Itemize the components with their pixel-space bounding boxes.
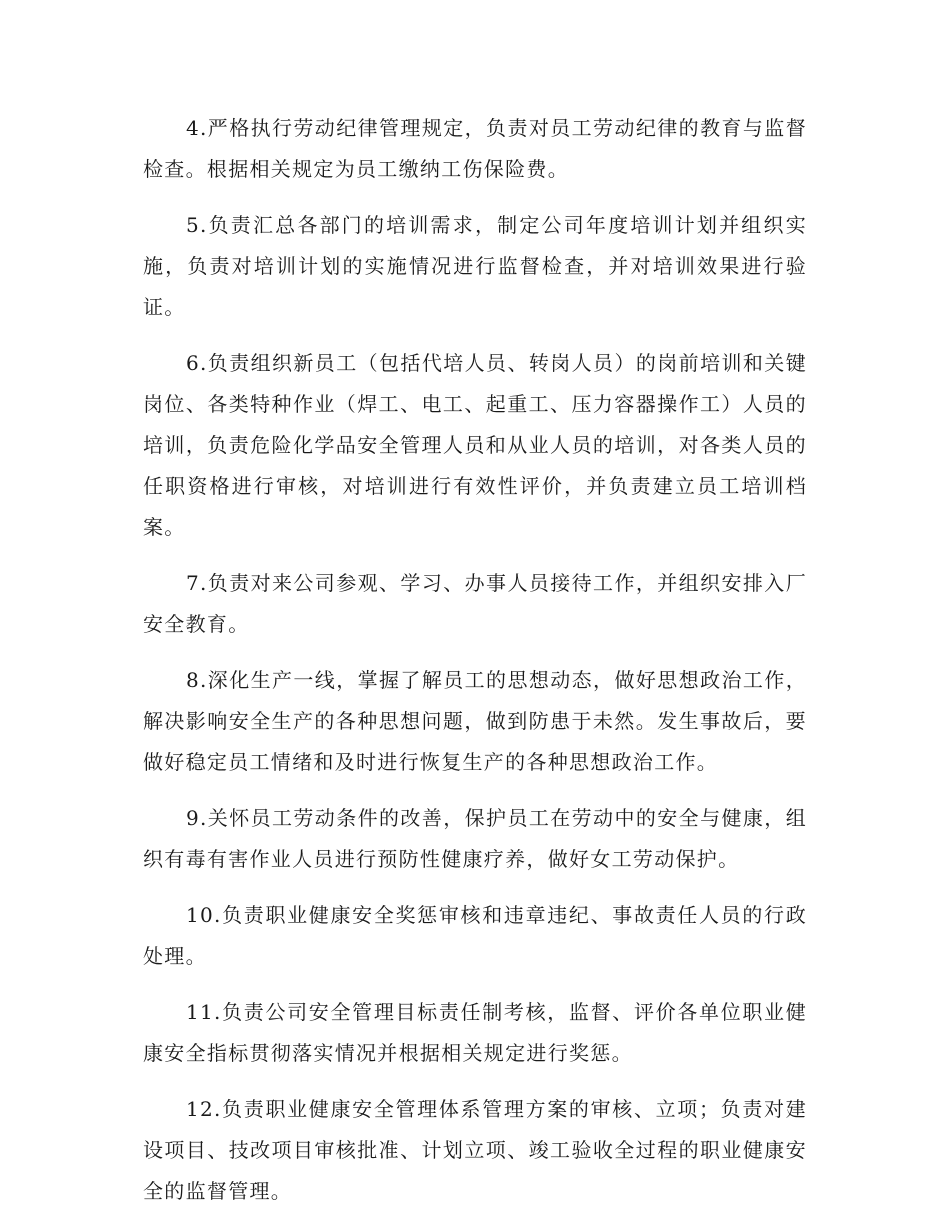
- paragraph-item-8: 8.深化生产一线，掌握了解员工的思想动态，做好思想政治工作，解决影响安全生产的各种思想问题，做到防患于未然。发生事故后，要做好稳定员工情绪和及时进行恢复生产的各种思想政治工作。: [143, 668, 807, 774]
- paragraph-item-10: 10.负责职业健康安全奖惩审核和违章违纪、事故责任人员的行政处理。: [143, 903, 807, 968]
- paragraph-item-5: 5.负责汇总各部门的培训需求，制定公司年度培训计划并组织实施，负责对培训计划的实施情况进行监督检查，并对培训效果进行验证。: [143, 213, 807, 319]
- paragraph-item-11: 11.负责公司安全管理目标责任制考核，监督、评价各单位职业健康安全指标贯彻落实情况并根据相关规定进行奖惩。: [143, 1000, 807, 1065]
- paragraph-item-4: 4.严格执行劳动纪律管理规定，负责对员工劳动纪律的教育与监督检查。根据相关规定为员工缴纳工伤保险费。: [143, 116, 807, 181]
- paragraph-item-7: 7.负责对来公司参观、学习、办事人员接待工作，并组织安排入厂安全教育。: [143, 571, 807, 636]
- document-body: [143, 108, 807, 1227]
- paragraph-item-9: 9.关怀员工劳动条件的改善，保护员工在劳动中的安全与健康，组织有毒有害作业人员进行预防性健康疗养，做好女工劳动保护。: [143, 806, 807, 871]
- paragraph-item-6: 6.负责组织新员工（包括代培人员、转岗人员）的岗前培训和关键岗位、各类特种作业（焊工、电工、起重工、压力容器操作工）人员的培训，负责危险化学品安全管理人员和从业人员的培训，对各类人员的任职资格进行审核，对培训进行有效性评价，并负责建立员工培训档案。: [143, 351, 807, 539]
- paragraph-item-12: 12.负责职业健康安全管理体系管理方案的审核、立项；负责对建设项目、技改项目审核批准、计划立项、竣工验收全过程的职业健康安全的监督管理。: [143, 1097, 807, 1203]
